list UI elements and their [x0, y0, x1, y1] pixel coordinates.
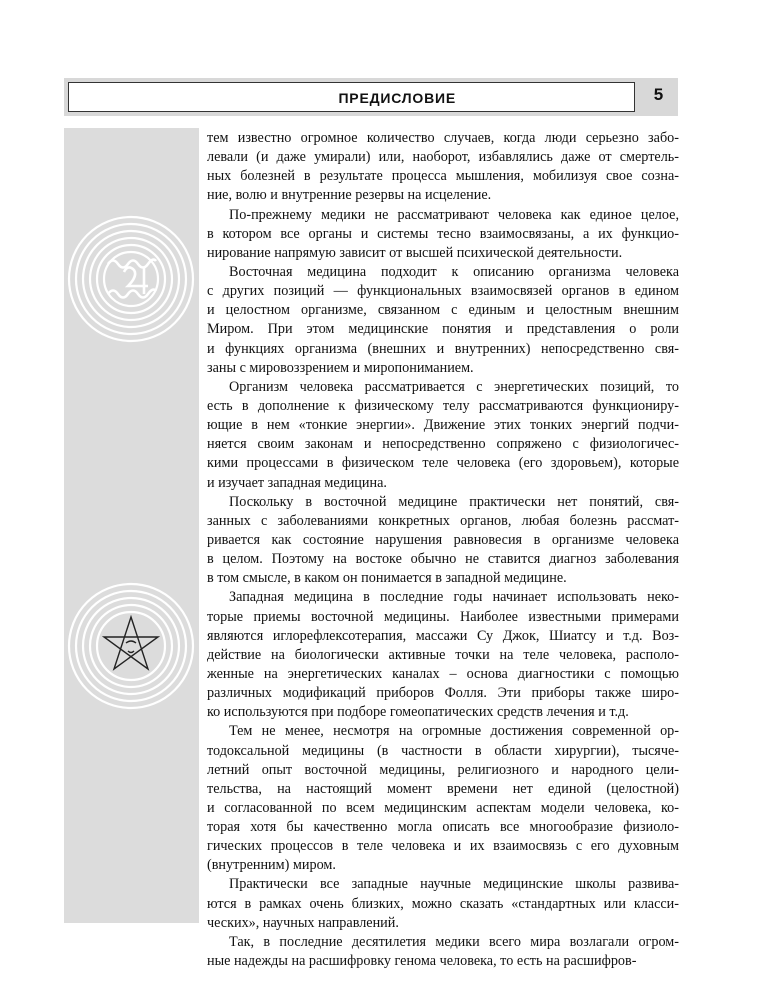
paragraph — [207, 206, 679, 263]
text-line: ных болезней в результате процесса мышления, мобилизуя свое созна- — [207, 168, 679, 185]
text-line: и функциях организма (внешних и внутренних) непосредственно свя- — [207, 340, 679, 357]
page-number-box — [639, 78, 678, 116]
text-line: гических процессов в теле человека и их взаимосвязь с его духовным — [207, 838, 679, 855]
text-line: тельства, на настоящий момент времени нет единой (целостной) — [207, 780, 679, 797]
text-line: торая хотя бы качественно могла описать все многообразие физиоло- — [207, 819, 679, 836]
text-line: ние, волю и внутренние резервы на исцеление. — [207, 187, 492, 204]
text-line: в целом. Поэтому на востоке обычно не ставится диагноз заболевания — [207, 551, 679, 568]
text-line: Восточная медицина подходит к описанию организма человека — [229, 263, 679, 280]
paragraph — [207, 875, 679, 932]
jupiter-aquarius-concentric-circles-icon — [66, 214, 196, 344]
text-line: Миром. При этом медицинские понятия и представления о роли — [207, 321, 679, 338]
running-header-frame — [68, 82, 635, 112]
text-line: торые приемы восточной медицины. Наиболее известными примерами — [207, 608, 679, 625]
text-line: действие на биологически активные точки на теле человека, располо- — [207, 646, 679, 663]
text-line: занных с заболеваниями конкретных органов, любая болезнь рассмат- — [207, 512, 679, 529]
text-line: в котором все органы и системы тесно взаимосвязаны, а их функцио- — [207, 225, 679, 242]
text-line: тем известно огромное количество случаев, когда люди серьезно забо- — [207, 130, 679, 146]
text-line: ются в рамках очень близких, можно сказать «стандартных или класси- — [207, 895, 679, 912]
chapter-title: ПРЕДИСЛОВИЕ — [338, 90, 456, 106]
text-line: Так, в последние десятилетия медики всего мира возлагали огром- — [229, 933, 679, 950]
text-line: кими процессами в физическом теле человека (его здоровьем), которые — [207, 455, 679, 472]
text-line: тодоксальной медицины (в частности в области хирургии), тысяче- — [207, 742, 679, 759]
text-line: и изучает западная медицина. — [207, 474, 387, 491]
text-line: различных модификаций приборов Фолля. Эти приборы также широ- — [207, 685, 679, 702]
text-line: Тем не менее, несмотря на огромные достижения современной ор- — [229, 723, 679, 740]
text-line: Поскольку в восточной медицине практически нет понятий, свя- — [229, 493, 679, 510]
paragraph — [207, 722, 679, 875]
pentagram-concentric-circles-icon — [66, 581, 196, 711]
decorative-sidebar — [64, 128, 199, 923]
text-line: ющие в нем «тонкие энергии». Движение этих тонких энергий подчи- — [207, 417, 679, 434]
body-text — [207, 129, 679, 971]
text-line: (внутренним) миром. — [207, 857, 336, 874]
text-line: няется своим законам и непосредственно сопряжено с физиологичес- — [207, 436, 679, 453]
text-line: и целостном организме, связанном с единым и целостным внешним — [207, 302, 679, 319]
text-line: заны с мировоззрением и миропониманием. — [207, 359, 474, 376]
text-line: женные на энергетических каналах – основа диагностики с помощью — [207, 665, 679, 682]
text-line: являются иглорефлексотерапия, массажи Су Джок, Шиатсу и т.д. Воз- — [207, 627, 679, 644]
text-line: в том смысле, в каком он понимается в западной медицине. — [207, 570, 567, 587]
text-line: Практически все западные научные медицинские школы развива- — [229, 876, 679, 893]
text-line: ные надежды на расшифровку генома человека, то есть на расшифров- — [207, 953, 637, 970]
text-line: левали (и даже умирали) или, наоборот, избавлялись даже от смертель- — [207, 149, 679, 166]
text-line: ко используются при подборе гомеопатических средств лечения и т.д. — [207, 704, 629, 721]
text-line: летний опыт восточной медицины, религиозного и народного цели- — [207, 761, 679, 778]
text-line: ривается как состояние нарушения равновесия в организме человека — [207, 531, 679, 548]
text-line: и согласованной по всем медицинским аспектам модели человека, ко- — [207, 799, 679, 816]
text-line: Западная медицина в последние годы начинает использовать неко- — [229, 589, 679, 606]
paragraph — [207, 493, 679, 589]
paragraph — [207, 129, 679, 206]
text-line: Организм человека рассматривается с энергетических позиций, то — [229, 378, 679, 395]
text-line: есть в дополнение к физическому телу рассматриваются функциониру- — [207, 397, 679, 414]
text-line: ческих», научных направлений. — [207, 914, 399, 931]
text-line: с других позиций — функциональных взаимосвязей органов в едином — [207, 283, 679, 300]
text-line: нирование напрямую зависит от высшей психической деятельности. — [207, 244, 623, 261]
paragraph — [207, 588, 679, 722]
paragraph — [207, 378, 679, 493]
paragraph — [207, 933, 679, 971]
running-header — [64, 78, 639, 116]
text-line: По-прежнему медики не рассматривают человека как единое целое, — [229, 206, 679, 223]
paragraph — [207, 263, 679, 378]
page-number: 5 — [653, 85, 664, 104]
